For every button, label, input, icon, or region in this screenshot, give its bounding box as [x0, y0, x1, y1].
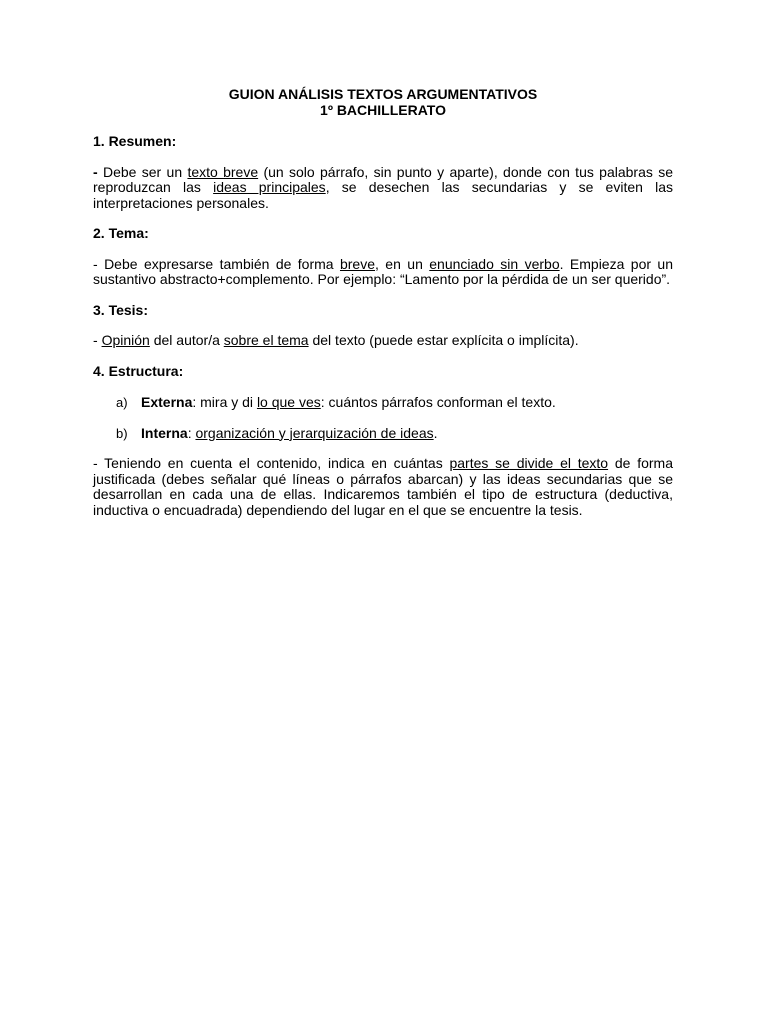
paragraph-estructura: [93, 456, 673, 518]
document-title: [93, 87, 673, 118]
estructura-underline-partes: partes se divide el texto: [449, 455, 609, 471]
externa-underline: lo que ves: [256, 394, 321, 410]
list-item-interna: [93, 426, 673, 442]
estructura-text-2: de forma justificada (debes señalar qué líneas o párrafos abarcan) y las ideas secundarias que se desarrollan en cada una de ellas. Indicaremos también el tipo de estructura (deductiva, inductiva o encuadrada) dependiendo del lugar en el que se encuentre la tesis.: [93, 455, 673, 518]
resumen-underline-texto-breve: texto breve: [187, 163, 259, 180]
resumen-text-2: (un solo párrafo, sin punto y aparte), donde con tus palabras se reproduzcan las: [93, 163, 673, 195]
list-marker-a: a): [116, 395, 128, 410]
interna-label: Interna: [141, 424, 188, 441]
tema-text-3: . Empieza por un sustantivo abstracto+complemento. Por ejemplo: “Lamento por la pérdida de un ser querido”.: [93, 255, 673, 287]
resumen-text-3: , se desechen las secundarias y se eviten las interpretaciones personales.: [93, 179, 673, 211]
list-marker-b: b): [116, 425, 128, 441]
externa-text-1: : mira y di: [192, 394, 257, 410]
externa-text: [141, 395, 556, 411]
interna-text-1: :: [187, 424, 196, 441]
resumen-dash: -: [93, 163, 103, 180]
tesis-text-2: del texto (puede estar explícita o implícita).: [308, 332, 579, 348]
tesis-text-1: del autor/a: [149, 332, 224, 348]
paragraph-resumen: [93, 165, 673, 212]
paragraph-tema: [93, 257, 673, 288]
heading-tema: 2. Tema:: [93, 225, 149, 241]
tema-underline-breve: breve: [339, 255, 376, 272]
document-page: [93, 87, 673, 518]
list-item-externa: [93, 395, 673, 411]
interna-text-2: .: [433, 424, 438, 441]
estructura-text-1: - Teniendo en cuenta el contenido, indica en cuántas: [93, 455, 450, 471]
paragraph-tesis: [93, 333, 673, 349]
tesis-dash: -: [93, 332, 102, 348]
interna-text: [141, 426, 438, 442]
tesis-underline-sobre-el-tema: sobre el tema: [223, 332, 309, 348]
heading-estructura: 4. Estructura:: [93, 362, 184, 379]
externa-label: Externa: [141, 394, 193, 410]
tema-text-2: , en un: [375, 255, 430, 272]
interna-underline: organización y jerarquización de ideas: [195, 424, 434, 441]
tema-underline-enunciado: enunciado sin verbo: [429, 255, 560, 272]
resumen-text-1: Debe ser un: [102, 163, 188, 180]
externa-text-2: : cuántos párrafos conforman el texto.: [320, 394, 556, 410]
heading-resumen: 1. Resumen:: [93, 133, 177, 149]
tema-text-1: - Debe expresarse también de forma: [93, 255, 340, 272]
heading-tesis: 3. Tesis:: [93, 301, 148, 318]
tesis-underline-opinion: Opinión: [101, 332, 150, 348]
title-line-1: GUION ANÁLISIS TEXTOS ARGUMENTATIVOS: [228, 86, 538, 102]
title-line-2: 1º BACHILLERATO: [320, 101, 446, 118]
resumen-underline-ideas-principales: ideas principales: [213, 179, 326, 195]
